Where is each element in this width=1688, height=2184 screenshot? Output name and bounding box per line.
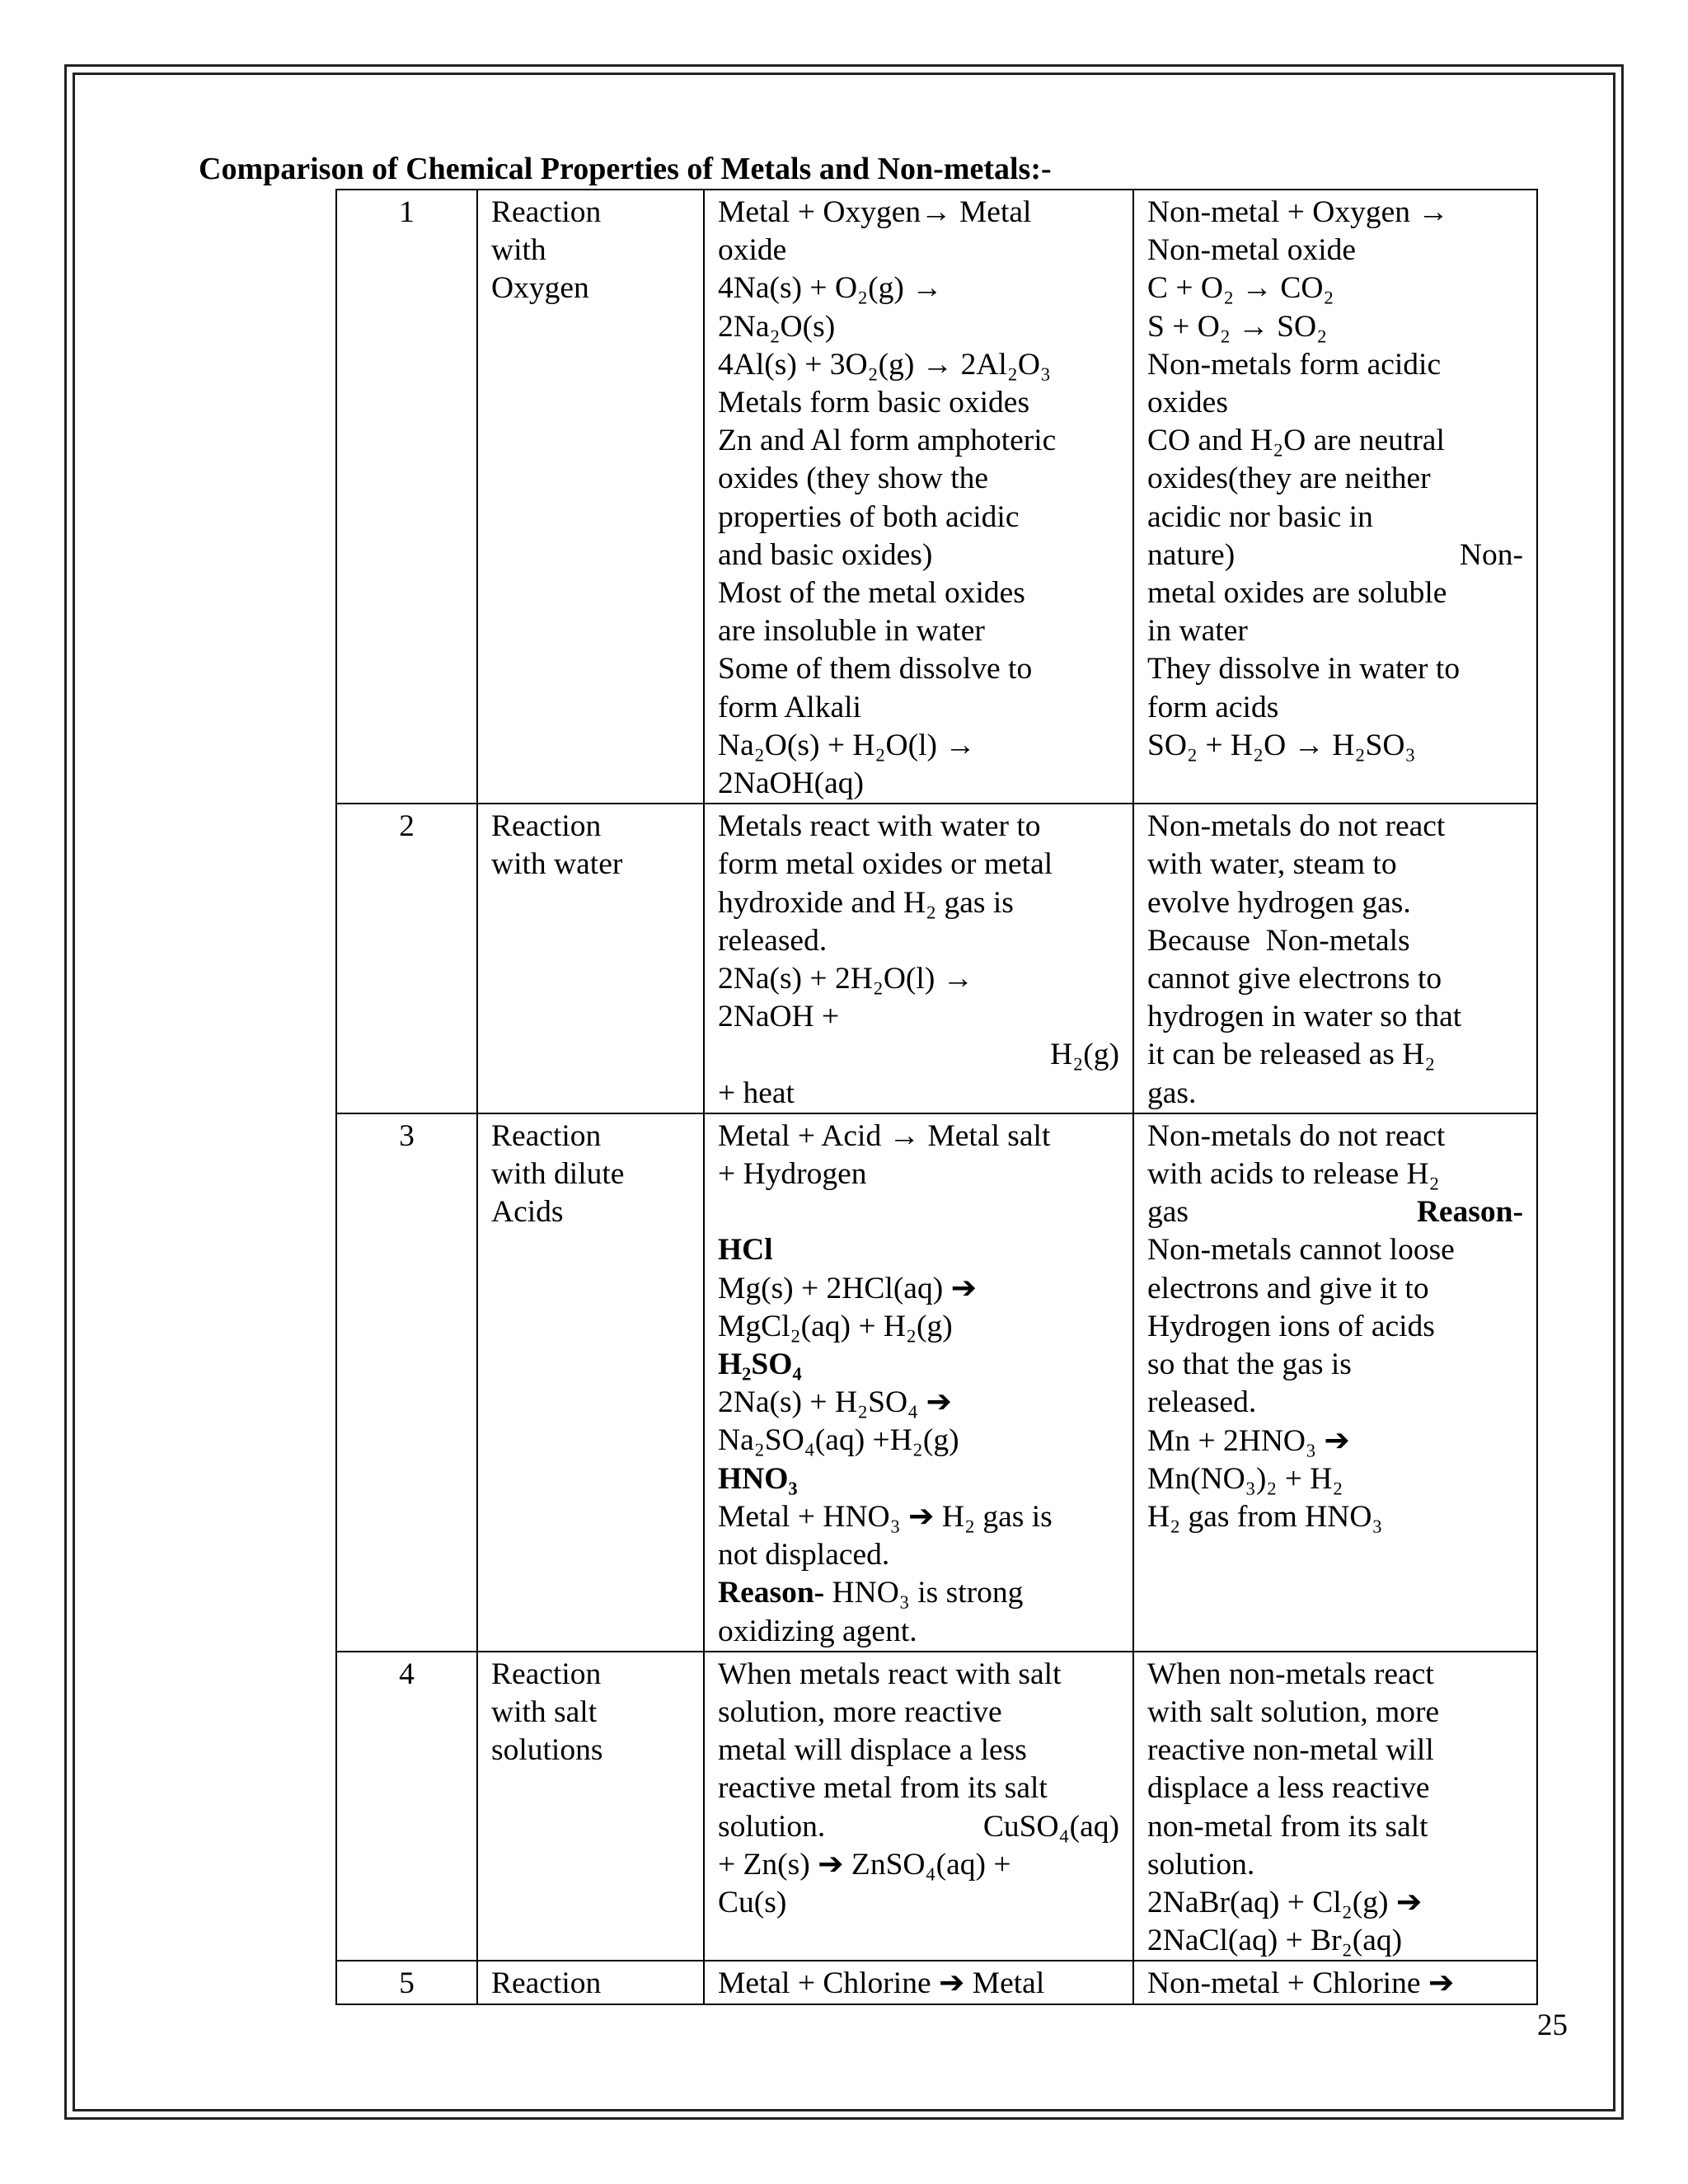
metal-line: 2Na₂O(s) (718, 309, 836, 344)
nonmetal-line: S + O₂ → SO₂ (1147, 309, 1328, 344)
metal-line: form metal oxides or metal (718, 847, 1053, 882)
nonmetal-line: When non-metals react (1147, 1657, 1434, 1691)
metal-cell (704, 1113, 1133, 1652)
metal-line-part: solution. (718, 1809, 826, 1844)
metal-line-part: CuSO₄(aq) (982, 1809, 1119, 1844)
nonmetal-line: H₂ gas from HNO₃ (1147, 1499, 1383, 1534)
property-cell (477, 1652, 704, 1961)
reason-label: Reason- (718, 1576, 825, 1610)
metal-line: oxidizing agent. (718, 1614, 917, 1648)
property-line: Reaction (491, 1966, 602, 2001)
metal-line: hydroxide and H₂ gas is (718, 885, 1014, 920)
metal-line: 4Al(s) + 3O₂(g) → 2Al₂O₃ (718, 347, 1052, 382)
property-line: Reaction (491, 809, 602, 844)
nonmetal-line-part: Non- (1459, 537, 1523, 572)
metal-line: Na₂O(s) + H₂O(l) → (718, 728, 976, 762)
metal-line: Zn and Al form amphoteric (718, 424, 1057, 458)
nonmetal-line: non-metal from its salt (1147, 1809, 1428, 1844)
nonmetal-line: Mn(NO₃)₂ + H₂ (1147, 1461, 1343, 1496)
metal-line: oxides (they show the (718, 462, 989, 496)
property-line: Reaction (491, 195, 602, 229)
metal-line: 2NaOH + (718, 1000, 840, 1034)
nonmetal-line (1147, 1193, 1523, 1231)
property-line: Reaction (491, 1657, 602, 1691)
nonmetal-cell (1133, 804, 1537, 1113)
metal-cell (704, 804, 1133, 1113)
property-line: with salt (491, 1694, 598, 1729)
nonmetal-line: Non-metals form acidic (1147, 347, 1442, 382)
property-line: Reaction (491, 1118, 602, 1153)
nonmetal-line-part: gas (1147, 1195, 1189, 1230)
nonmetal-line: evolve hydrogen gas. (1147, 885, 1411, 920)
nonmetal-line: Non-metals do not react (1147, 1118, 1446, 1153)
metal-line: and basic oxides) (718, 537, 933, 572)
metal-line: reactive metal from its salt (718, 1771, 1048, 1806)
metal-line: + heat (718, 1076, 795, 1110)
nonmetal-line: Mn + 2HNO₃ ➔ (1147, 1423, 1350, 1458)
metal-line: Na₂SO₄(aq) +H₂(g) (718, 1423, 959, 1458)
metal-line: When metals react with salt (718, 1657, 1062, 1691)
metal-line: not displaced. (718, 1538, 890, 1572)
comparison-table (335, 189, 1538, 2005)
nonmetal-line: form acids (1147, 690, 1279, 724)
nonmetal-cell (1133, 1961, 1537, 2004)
nonmetal-cell (1133, 1113, 1537, 1652)
metal-cell (704, 190, 1133, 804)
metal-line: Cu(s) (718, 1885, 787, 1919)
nonmetal-line: They dissolve in water to (1147, 652, 1461, 687)
property-line: Oxygen (491, 271, 589, 306)
metal-line: released. (718, 923, 828, 958)
nonmetal-cell (1133, 1652, 1537, 1961)
table-row (336, 1961, 1537, 2004)
blank-line (718, 1193, 1119, 1231)
nonmetal-line: CO and H₂O are neutral (1147, 424, 1445, 458)
acid-label-hno3: HNO₃ (718, 1461, 798, 1496)
nonmetal-line: gas. (1147, 1076, 1197, 1110)
row-number: 2 (336, 804, 477, 1113)
property-line: Acids (491, 1195, 564, 1230)
nonmetal-line: Non-metals do not react (1147, 809, 1446, 844)
metal-cell (704, 1961, 1133, 2004)
property-line: with dilute (491, 1157, 625, 1192)
metal-line: Metal + Chlorine ➔ Metal (718, 1966, 1045, 2001)
metal-line: solution, more reactive (718, 1694, 1002, 1729)
nonmetal-line: Because Non-metals (1147, 923, 1410, 958)
metal-line: Metals form basic oxides (718, 386, 1030, 420)
property-cell (477, 804, 704, 1113)
nonmetal-line: Hydrogen ions of acids (1147, 1309, 1435, 1343)
table-row (336, 1113, 1537, 1652)
nonmetal-line: it can be released as H₂ (1147, 1038, 1436, 1072)
row-number: 4 (336, 1652, 477, 1961)
table-row (336, 1652, 1537, 1961)
property-cell (477, 1113, 704, 1652)
acid-label-h2so4: H₂SO₄ (718, 1347, 802, 1382)
metal-line: + Hydrogen (718, 1157, 867, 1192)
row-number: 3 (336, 1113, 477, 1652)
page-number: 25 (1537, 2008, 1568, 2042)
nonmetal-line: hydrogen in water so that (1147, 1000, 1462, 1034)
metal-line: 4Na(s) + O₂(g) → (718, 271, 943, 306)
metal-line: + Zn(s) ➔ ZnSO₄(aq) + (718, 1847, 1011, 1882)
metal-line: Mg(s) + 2HCl(aq) ➔ (718, 1271, 977, 1305)
nonmetal-line: released. (1147, 1385, 1257, 1420)
metal-line: Metals react with water to (718, 809, 1041, 844)
nonmetal-line: SO₂ + H₂O → H₂SO₃ (1147, 728, 1416, 762)
metal-line: MgCl₂(aq) + H₂(g) (718, 1309, 953, 1343)
metal-line: 2Na(s) + H₂SO₄ ➔ (718, 1385, 952, 1420)
metal-line (718, 1574, 1119, 1612)
metal-line (718, 1808, 1119, 1846)
acid-label-hcl: HCl (718, 1233, 773, 1268)
nonmetal-line: electrons and give it to (1147, 1271, 1429, 1305)
metal-line: Metal + Acid → Metal salt (718, 1118, 1051, 1153)
nonmetal-line: displace a less reactive (1147, 1771, 1430, 1806)
row-number: 1 (336, 190, 477, 804)
nonmetal-line: reactive non-metal will (1147, 1733, 1434, 1768)
nonmetal-cell (1133, 190, 1537, 804)
nonmetal-line-part: nature) (1147, 537, 1236, 572)
nonmetal-line: metal oxides are soluble (1147, 576, 1447, 611)
nonmetal-line: Non-metals cannot loose (1147, 1233, 1455, 1268)
metal-line: Some of them dissolve to (718, 652, 1033, 687)
metal-line: H₂(g) (1050, 1038, 1119, 1072)
metal-line: 2NaOH(aq) (718, 766, 865, 801)
metal-cell (704, 1652, 1133, 1961)
metal-line: are insoluble in water (718, 614, 985, 649)
nonmetal-line: so that the gas is (1147, 1347, 1352, 1382)
nonmetal-line: C + O₂ → CO₂ (1147, 271, 1334, 306)
nonmetal-line: cannot give electrons to (1147, 962, 1442, 996)
nonmetal-line: with salt solution, more (1147, 1694, 1440, 1729)
nonmetal-line: Non-metal + Oxygen → (1147, 195, 1449, 229)
nonmetal-line: 2NaBr(aq) + Cl₂(g) ➔ (1147, 1885, 1423, 1919)
nonmetal-line: Non-metal oxide (1147, 233, 1357, 268)
property-line: with water (491, 847, 623, 882)
property-cell (477, 190, 704, 804)
metal-line: oxide (718, 233, 787, 268)
nonmetal-line: 2NaCl(aq) + Br₂(aq) (1147, 1924, 1403, 1958)
reason-text: HNO₃ is strong (824, 1576, 1024, 1610)
row-number: 5 (336, 1961, 477, 2004)
metal-line: Metal + Oxygen→ Metal (718, 195, 1032, 229)
property-cell (477, 1961, 704, 2004)
nonmetal-line (1147, 537, 1523, 574)
nonmetal-line: oxides(they are neither (1147, 462, 1431, 496)
property-line: with (491, 233, 546, 268)
section-heading: Comparison of Chemical Properties of Metals and Non-metals:- (199, 152, 1052, 186)
metal-line: properties of both acidic (718, 499, 1020, 534)
metal-line: Most of the metal oxides (718, 576, 1025, 611)
nonmetal-line: with water, steam to (1147, 847, 1397, 882)
nonmetal-line: acidic nor basic in (1147, 499, 1373, 534)
metal-line: Metal + HNO₃ ➔ H₂ gas is (718, 1499, 1053, 1534)
nonmetal-line: oxides (1147, 386, 1228, 420)
metal-line: form Alkali (718, 690, 861, 724)
nonmetal-line: Non-metal + Chlorine ➔ (1147, 1966, 1455, 2001)
table-row (336, 804, 1537, 1113)
property-line: solutions (491, 1733, 603, 1768)
metal-line: metal will displace a less (718, 1733, 1027, 1768)
nonmetal-line: solution. (1147, 1847, 1255, 1882)
metal-line: 2Na(s) + 2H₂O(l) → (718, 962, 974, 996)
reason-label: Reason- (1416, 1195, 1523, 1230)
nonmetal-line: with acids to release H₂ (1147, 1157, 1440, 1192)
table-row (336, 190, 1537, 804)
nonmetal-line: in water (1147, 614, 1248, 649)
